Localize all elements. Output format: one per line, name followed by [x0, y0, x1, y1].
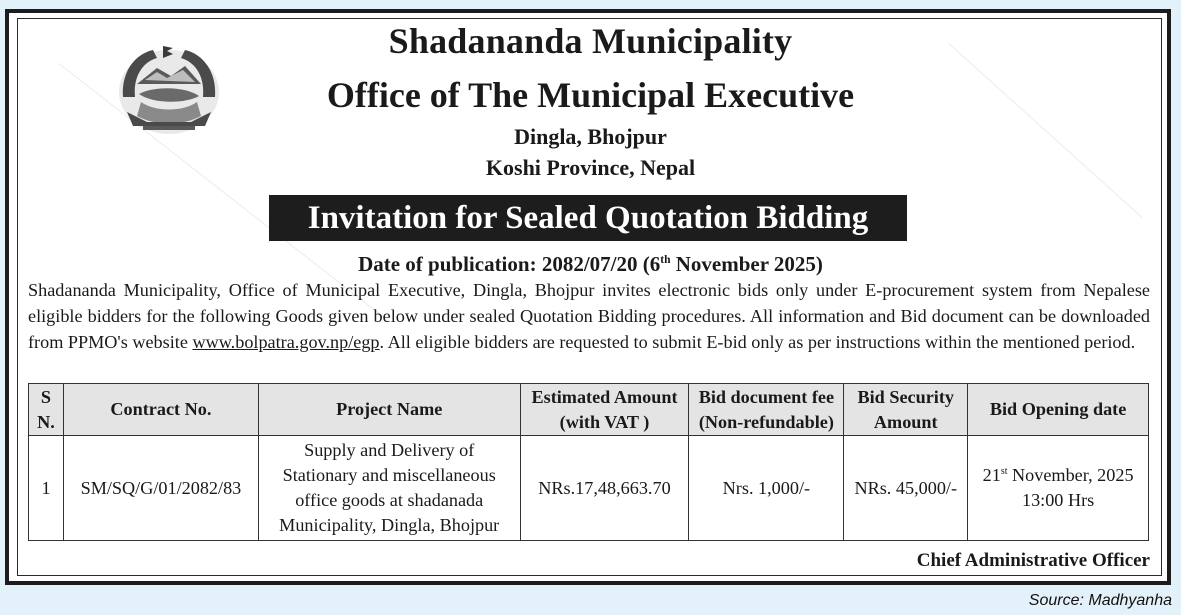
table-header-row — [29, 384, 1149, 436]
publication-date: Date of publication: 2082/07/20 (6th November 2025) — [358, 252, 823, 276]
cell-contract-no: SM/SQ/G/01/2082/83 — [63, 436, 258, 541]
header-estimated-amount: Estimated Amount (with VAT ) — [520, 384, 689, 436]
municipality-title: Shadananda Municipality — [388, 21, 793, 61]
signature-title: Chief Administrative Officer — [916, 550, 1150, 571]
address-line-1: Dingla, Bhojpur — [514, 124, 667, 149]
bolpatra-link[interactable]: www.bolpatra.gov.np/egp — [192, 332, 380, 352]
header-project-name: Project Name — [258, 384, 520, 436]
cell-project-name: Supply and Delivery of Stationary and miscellaneous office goods at shadanada Municipality, Dingla, Bhojpur — [258, 436, 520, 541]
address-line-2: Koshi Province, Nepal — [485, 155, 696, 180]
table-row — [29, 436, 1149, 541]
cell-estimated-amount: NRs.17,48,663.70 — [520, 436, 689, 541]
header-contract-no: Contract No. — [63, 384, 258, 436]
source-credit: Source: Madhyanha — [1028, 592, 1172, 609]
notice-banner-title: Invitation for Sealed Quotation Bidding — [269, 195, 907, 241]
cell-opening-date: 21st November, 2025 13:00 Hrs — [968, 436, 1149, 541]
header-bid-security: Bid Security Amount — [844, 384, 968, 436]
header-sn: S N. — [29, 384, 64, 436]
header-opening-date: Bid Opening date — [968, 384, 1149, 436]
header-bid-document-fee: Bid document fee (Non-refundable) — [689, 384, 844, 436]
cell-sn: 1 — [29, 436, 64, 541]
office-title: Office of The Municipal Executive — [326, 75, 855, 115]
cell-bid-document-fee: Nrs. 1,000/- — [689, 436, 844, 541]
intro-paragraph: Shadananda Municipality, Office of Municipal Executive, Dingla, Bhojpur invites electronic bids only under E-procurement system from Nepalese eligible bidders for the following Goods given below under sealed Quotation Bidding procedures. All information and Bid document can be downloaded from PPMO's website www.bolpatra.gov.np/egp. All eligible bidders are requested to submit E-bid only as per instructions within the mentioned period. — [28, 280, 1150, 352]
bid-table — [28, 383, 1149, 541]
cell-bid-security: NRs. 45,000/- — [844, 436, 968, 541]
